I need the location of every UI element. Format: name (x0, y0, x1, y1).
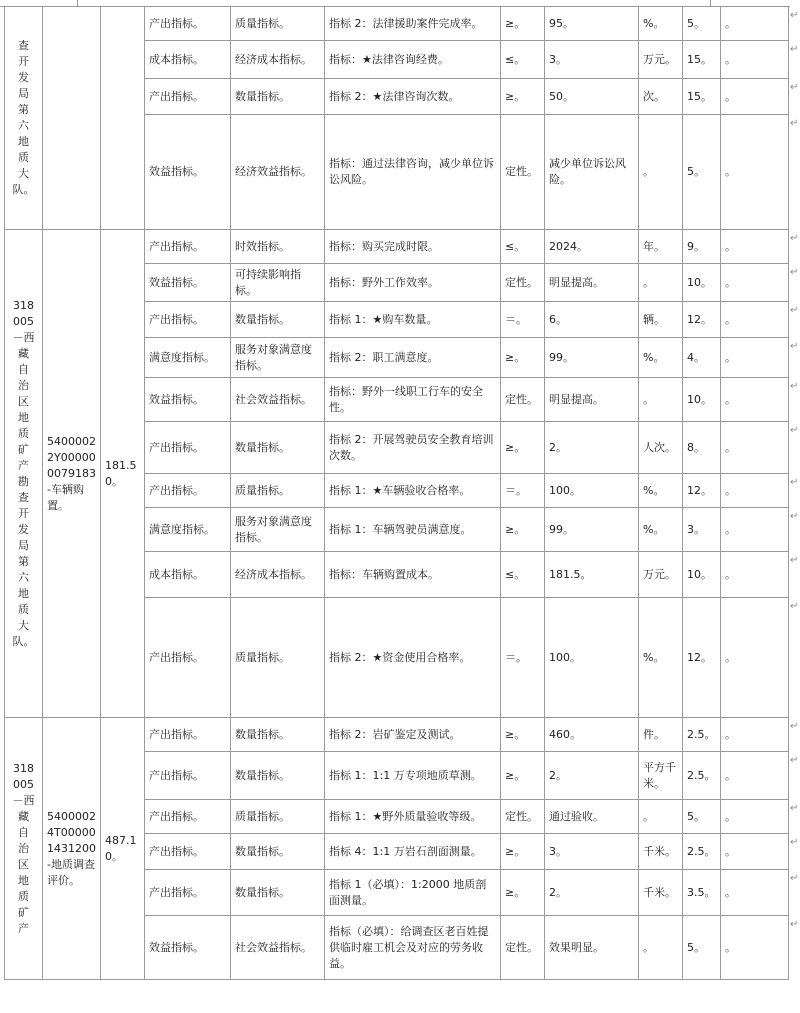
unit-cell: 。 (639, 264, 683, 302)
department-char: 大 (18, 618, 29, 632)
paragraph-mark-icon: ↵ (790, 267, 799, 278)
indicator-name-cell: 指标 4：1:1 万岩石剖面测量。 (325, 834, 501, 870)
indicator-name-cell: 指标：野外一线职工行车的安全性。 (325, 378, 501, 422)
paragraph-mark-icon: ↵ (790, 919, 799, 930)
department-char: 藏 (18, 346, 29, 360)
target-value-cell: 效果明显。 (545, 916, 639, 980)
weight-cell: 15。 (683, 79, 721, 115)
weight-cell: 5。 (683, 916, 721, 980)
indicator-level1-cell: 产出指标。 (145, 870, 231, 916)
department-char: 质 (18, 426, 29, 440)
target-value-cell: 2024。 (545, 230, 639, 264)
paragraph-mark-icon: ↵ (790, 44, 799, 55)
operator-cell: 定性。 (501, 115, 545, 230)
indicator-level1-cell: 产出指标。 (145, 598, 231, 718)
weight-cell: 5。 (683, 115, 721, 230)
paragraph-mark-icon: ↵ (790, 341, 799, 352)
target-value-cell: 95。 (545, 7, 639, 41)
department-char: 地 (18, 586, 29, 600)
unit-cell: 辆。 (639, 302, 683, 338)
remark-cell: 。 (721, 338, 789, 378)
indicator-name-cell: 指标 2：法律援助案件完成率。 (325, 7, 501, 41)
remark-cell: 。 (721, 264, 789, 302)
department-char: 发 (18, 522, 29, 536)
indicator-level2-cell: 社会效益指标。 (231, 916, 325, 980)
department-char: 勘 (18, 474, 29, 488)
department-char: 六 (18, 119, 29, 132)
remark-cell: 。 (721, 115, 789, 230)
weight-cell: 3.5。 (683, 870, 721, 916)
department-char: 开 (18, 506, 29, 520)
table-row (5, 7, 789, 41)
department-char: 治 (18, 841, 29, 855)
target-value-cell: 181.5。 (545, 552, 639, 598)
department-char: 藏 (18, 809, 29, 823)
operator-cell: ≥。 (501, 870, 545, 916)
unit-cell: 。 (639, 916, 683, 980)
department-char: 六 (18, 570, 29, 584)
paragraph-mark-icon: ↵ (790, 82, 799, 93)
indicator-level1-cell: 产出指标。 (145, 230, 231, 264)
department-cell (5, 230, 43, 718)
unit-cell: %。 (639, 508, 683, 552)
indicator-level1-cell: 产出指标。 (145, 718, 231, 752)
indicator-level2-cell: 质量指标。 (231, 7, 325, 41)
operator-cell: ≥。 (501, 338, 545, 378)
remark-cell: 。 (721, 508, 789, 552)
unit-cell: 千米。 (639, 834, 683, 870)
target-value-cell: 减少单位诉讼风险。 (545, 115, 639, 230)
indicator-level1-cell: 产出指标。 (145, 800, 231, 834)
target-value-cell: 50。 (545, 79, 639, 115)
indicator-name-cell: 指标：野外工作效率。 (325, 264, 501, 302)
target-value-cell: 460。 (545, 718, 639, 752)
remark-cell: 。 (721, 916, 789, 980)
weight-cell: 8。 (683, 422, 721, 474)
department-char: 质 (18, 889, 29, 903)
remark-cell: 。 (721, 474, 789, 508)
indicator-level1-cell: 满意度指标。 (145, 508, 231, 552)
indicator-level2-cell: 经济效益指标。 (231, 115, 325, 230)
unit-cell: 千米。 (639, 870, 683, 916)
project-cell: 54000024T000001431200-地质调查评价。 (43, 718, 101, 980)
operator-cell: ≥。 (501, 422, 545, 474)
indicator-level2-cell: 服务对象满意度指标。 (231, 508, 325, 552)
indicator-level1-cell: 效益指标。 (145, 916, 231, 980)
unit-cell: 。 (639, 800, 683, 834)
remark-cell: 。 (721, 834, 789, 870)
weight-cell: 2.5。 (683, 718, 721, 752)
operator-cell: ＝。 (501, 598, 545, 718)
target-value-cell: 明显提高。 (545, 378, 639, 422)
weight-cell: 2.5。 (683, 752, 721, 800)
weight-cell: 3。 (683, 508, 721, 552)
department-cell (5, 718, 43, 980)
paragraph-mark-icon: ↵ (790, 511, 799, 522)
remark-cell: 。 (721, 800, 789, 834)
target-value-cell: 99。 (545, 508, 639, 552)
department-char: 第 (18, 554, 29, 568)
target-value-cell: 100。 (545, 474, 639, 508)
operator-cell: ＝。 (501, 474, 545, 508)
weight-cell: 12。 (683, 598, 721, 718)
indicator-name-cell: 指标 2：★法律咨询次数。 (325, 79, 501, 115)
remark-cell: 。 (721, 41, 789, 79)
paragraph-mark-icon: ↵ (790, 10, 799, 21)
paragraph-mark-icon: ↵ (790, 601, 799, 612)
department-char: 治 (18, 378, 29, 392)
indicator-level2-cell: 时效指标。 (231, 230, 325, 264)
weight-cell: 5。 (683, 800, 721, 834)
paragraph-mark-icon: ↵ (790, 803, 799, 814)
remark-cell: 。 (721, 552, 789, 598)
amount-cell: 181.50。 (101, 230, 145, 718)
indicator-name-cell: 指标：通过法律咨询，减少单位诉讼风险。 (325, 115, 501, 230)
unit-cell: 年。 (639, 230, 683, 264)
remark-cell: 。 (721, 302, 789, 338)
performance-indicator-table (4, 6, 789, 980)
department-char: 矿 (18, 905, 29, 919)
department-char: 地 (18, 135, 29, 148)
indicator-level1-cell: 成本指标。 (145, 552, 231, 598)
paragraph-mark-icon: ↵ (790, 555, 799, 566)
department-char: 发 (18, 71, 29, 84)
paragraph-mark-icon: ↵ (790, 305, 799, 316)
table-row (5, 230, 789, 264)
department-char: －西 (12, 330, 35, 344)
indicator-name-cell: 指标 2：岩矿鉴定及测试。 (325, 718, 501, 752)
weight-cell: 10。 (683, 264, 721, 302)
department-char: 318 (13, 298, 34, 312)
target-value-cell: 6。 (545, 302, 639, 338)
remark-cell: 。 (721, 378, 789, 422)
unit-cell: %。 (639, 7, 683, 41)
weight-cell: 15。 (683, 41, 721, 79)
unit-cell: 次。 (639, 79, 683, 115)
unit-cell: 万元。 (639, 41, 683, 79)
unit-cell: 人次。 (639, 422, 683, 474)
unit-cell: 万元。 (639, 552, 683, 598)
indicator-level1-cell: 产出指标。 (145, 79, 231, 115)
indicator-level2-cell: 数量指标。 (231, 834, 325, 870)
indicator-level1-cell: 产出指标。 (145, 422, 231, 474)
department-char: 第 (18, 103, 29, 116)
department-char: 产 (18, 458, 29, 472)
operator-cell: ≥。 (501, 508, 545, 552)
department-char: 产 (18, 921, 29, 935)
paragraph-mark-icon: ↵ (790, 755, 799, 766)
weight-cell: 5。 (683, 7, 721, 41)
operator-cell: 定性。 (501, 264, 545, 302)
operator-cell: ≤。 (501, 230, 545, 264)
department-char: 查 (18, 490, 29, 504)
remark-cell: 。 (721, 422, 789, 474)
paragraph-mark-icon: ↵ (790, 837, 799, 848)
target-value-cell: 明显提高。 (545, 264, 639, 302)
target-value-cell: 3。 (545, 834, 639, 870)
department-char: 大 (18, 167, 29, 180)
unit-cell: %。 (639, 474, 683, 508)
department-char: 队。 (12, 634, 35, 648)
indicator-name-cell: 指标 1（必填）：1:2000 地质剖面测量。 (325, 870, 501, 916)
department-char: 005 (13, 777, 34, 791)
unit-cell: 。 (639, 378, 683, 422)
target-value-cell: 2。 (545, 752, 639, 800)
indicator-level2-cell: 数量指标。 (231, 302, 325, 338)
amount-cell: 487.10。 (101, 718, 145, 980)
indicator-level1-cell: 满意度指标。 (145, 338, 231, 378)
indicator-level2-cell: 数量指标。 (231, 718, 325, 752)
indicator-level1-cell: 产出指标。 (145, 834, 231, 870)
indicator-level2-cell: 数量指标。 (231, 870, 325, 916)
remark-cell: 。 (721, 752, 789, 800)
department-char: 自 (18, 825, 29, 839)
department-char: －西 (12, 793, 35, 807)
indicator-level1-cell: 产出指标。 (145, 302, 231, 338)
indicator-name-cell: 指标 1：1:1 万专项地质草测。 (325, 752, 501, 800)
paragraph-mark-icon: ↵ (790, 873, 799, 884)
indicator-name-cell: 指标 1：★购车数量。 (325, 302, 501, 338)
operator-cell: ≥。 (501, 834, 545, 870)
unit-cell: 平方千米。 (639, 752, 683, 800)
paragraph-mark-icon: ↵ (790, 425, 799, 436)
indicator-level2-cell: 质量指标。 (231, 474, 325, 508)
indicator-name-cell: 指标：购买完成时限。 (325, 230, 501, 264)
amount-cell (101, 7, 145, 230)
unit-cell: %。 (639, 598, 683, 718)
indicator-level2-cell: 质量指标。 (231, 598, 325, 718)
indicator-level1-cell: 效益指标。 (145, 264, 231, 302)
indicator-level2-cell: 数量指标。 (231, 752, 325, 800)
operator-cell: 定性。 (501, 800, 545, 834)
target-value-cell: 99。 (545, 338, 639, 378)
indicator-name-cell: 指标 2：★资金使用合格率。 (325, 598, 501, 718)
table-row (5, 718, 789, 752)
indicator-level1-cell: 成本指标。 (145, 41, 231, 79)
weight-cell: 4。 (683, 338, 721, 378)
department-char: 318 (13, 761, 34, 775)
department-char: 查 (18, 39, 29, 52)
target-value-cell: 2。 (545, 870, 639, 916)
indicator-level2-cell: 经济成本指标。 (231, 552, 325, 598)
indicator-name-cell: 指标 2：开展驾驶员安全教育培训次数。 (325, 422, 501, 474)
indicator-name-cell: 指标 1：★野外质量验收等级。 (325, 800, 501, 834)
indicator-level2-cell: 服务对象满意度指标。 (231, 338, 325, 378)
remark-cell: 。 (721, 870, 789, 916)
department-char: 局 (18, 87, 29, 100)
department-char: 地 (18, 873, 29, 887)
unit-cell: 。 (639, 115, 683, 230)
department-char: 质 (18, 151, 29, 164)
unit-cell: 件。 (639, 718, 683, 752)
indicator-level2-cell: 质量指标。 (231, 800, 325, 834)
operator-cell: ≥。 (501, 718, 545, 752)
indicator-level2-cell: 可持续影响指标。 (231, 264, 325, 302)
remark-cell: 。 (721, 718, 789, 752)
department-char: 队。 (12, 183, 35, 196)
department-char: 005 (13, 314, 34, 328)
indicator-level1-cell: 产出指标。 (145, 474, 231, 508)
indicator-level2-cell: 数量指标。 (231, 422, 325, 474)
paragraph-mark-icon: ↵ (790, 233, 799, 244)
indicator-level1-cell: 产出指标。 (145, 7, 231, 41)
project-cell (43, 7, 101, 230)
remark-cell: 。 (721, 598, 789, 718)
department-char: 自 (18, 362, 29, 376)
weight-cell: 10。 (683, 552, 721, 598)
department-cell (5, 7, 43, 230)
indicator-level1-cell: 效益指标。 (145, 378, 231, 422)
indicator-level2-cell: 社会效益指标。 (231, 378, 325, 422)
paragraph-mark-icon: ↵ (790, 721, 799, 732)
weight-cell: 9。 (683, 230, 721, 264)
weight-cell: 12。 (683, 474, 721, 508)
operator-cell: ≥。 (501, 79, 545, 115)
remark-cell: 。 (721, 7, 789, 41)
operator-cell: ≥。 (501, 7, 545, 41)
indicator-name-cell: 指标（必填）：给调查区老百姓提供临时雇工机会及对应的劳务收益。 (325, 916, 501, 980)
department-char: 局 (18, 538, 29, 552)
indicator-name-cell: 指标：车辆购置成本。 (325, 552, 501, 598)
weight-cell: 10。 (683, 378, 721, 422)
target-value-cell: 3。 (545, 41, 639, 79)
operator-cell: ≤。 (501, 552, 545, 598)
project-cell: 54000022Y000000079183-车辆购置。 (43, 230, 101, 718)
department-char: 质 (18, 602, 29, 616)
target-value-cell: 100。 (545, 598, 639, 718)
operator-cell: ≤。 (501, 41, 545, 79)
paragraph-mark-icon: ↵ (790, 381, 799, 392)
indicator-name-cell: 指标：★法律咨询经费。 (325, 41, 501, 79)
indicator-level1-cell: 产出指标。 (145, 752, 231, 800)
paragraph-mark-icon: ↵ (790, 477, 799, 488)
target-value-cell: 2。 (545, 422, 639, 474)
operator-cell: ＝。 (501, 302, 545, 338)
department-char: 地 (18, 410, 29, 424)
operator-cell: 定性。 (501, 378, 545, 422)
indicator-level2-cell: 数量指标。 (231, 79, 325, 115)
operator-cell: 定性。 (501, 916, 545, 980)
remark-cell: 。 (721, 79, 789, 115)
weight-cell: 2.5。 (683, 834, 721, 870)
remark-cell: 。 (721, 230, 789, 264)
indicator-name-cell: 指标 1：车辆驾驶员满意度。 (325, 508, 501, 552)
department-char: 区 (18, 857, 29, 871)
indicator-level1-cell: 效益指标。 (145, 115, 231, 230)
department-char: 矿 (18, 442, 29, 456)
indicator-name-cell: 指标 1：★车辆验收合格率。 (325, 474, 501, 508)
indicator-level2-cell: 经济成本指标。 (231, 41, 325, 79)
indicator-name-cell: 指标 2：职工满意度。 (325, 338, 501, 378)
operator-cell: ≥。 (501, 752, 545, 800)
department-char: 开 (18, 55, 29, 68)
department-char: 区 (18, 394, 29, 408)
paragraph-mark-icon: ↵ (790, 118, 799, 129)
weight-cell: 12。 (683, 302, 721, 338)
unit-cell: %。 (639, 338, 683, 378)
target-value-cell: 通过验收。 (545, 800, 639, 834)
